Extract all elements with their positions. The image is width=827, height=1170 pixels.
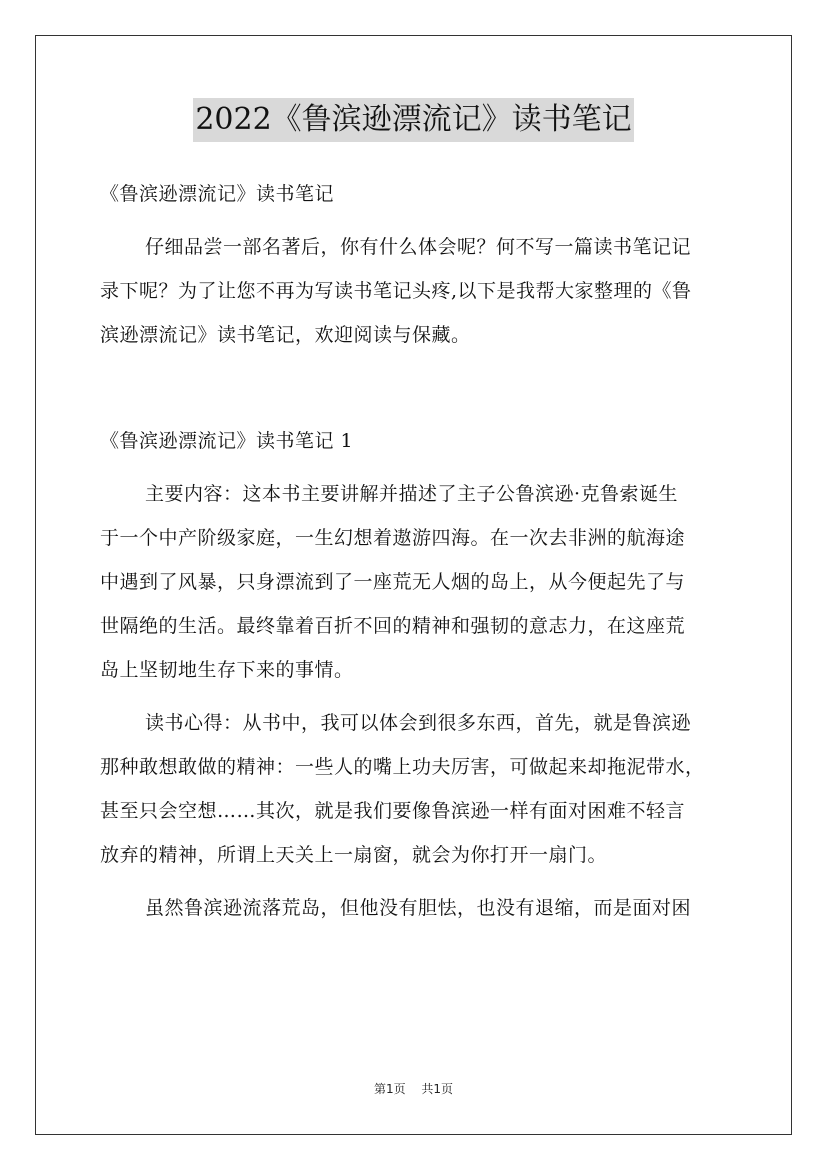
text-line: 那种敢想敢做的精神：一些人的嘴上功夫厉害，可做起来却拖泥带水， bbox=[100, 756, 705, 778]
intro-paragraph bbox=[100, 225, 730, 357]
text-line: 于一个中产阶级家庭，一生幻想着遨游四海。在一次去非洲的航海途 bbox=[100, 527, 686, 549]
title-wrap bbox=[0, 98, 827, 142]
page-footer bbox=[0, 1080, 827, 1097]
document-subtitle: 《鲁滨逊漂流记》读书笔记 bbox=[100, 183, 335, 205]
paragraph-main-content bbox=[100, 472, 730, 692]
page-number-current: 第1页 bbox=[373, 1082, 406, 1096]
text-line: 中遇到了风暴，只身漂流到了一座荒无人烟的岛上，从今便起先了与 bbox=[100, 571, 686, 593]
section-heading: 《鲁滨逊漂流记》读书笔记 1 bbox=[100, 430, 354, 452]
text-line: 甚至只会空想……其次，就是我们要像鲁滨逊一样有面对困难不轻言 bbox=[100, 800, 686, 822]
text-line: 读书心得：从书中，我可以体会到很多东西，首先，就是鲁滨逊 bbox=[145, 712, 692, 734]
text-line: 仔细品尝一部名著后，你有什么体会呢？何不写一篇读书笔记记 bbox=[145, 236, 692, 258]
text-line: 世隔绝的生活。最终靠着百折不回的精神和强韧的意志力，在这座荒 bbox=[100, 615, 686, 637]
document-body bbox=[100, 172, 730, 930]
text-line: 滨逊漂流记》读书笔记，欢迎阅读与保藏。 bbox=[100, 324, 471, 346]
text-line: 放弃的精神，所谓上天关上一扇窗，就会为你打开一扇门。 bbox=[100, 844, 608, 866]
text-line: 主要内容：这本书主要讲解并描述了主子公鲁滨逊·克鲁索诞生 bbox=[145, 483, 679, 505]
text-line: 录下呢？为了让您不再为写读书笔记头疼,以下是我帮大家整理的《鲁 bbox=[100, 280, 692, 302]
text-line: 虽然鲁滨逊流落荒岛，但他没有胆怯，也没有退缩，而是面对困 bbox=[145, 897, 692, 919]
document-title: 2022《鲁滨逊漂流记》读书笔记 bbox=[193, 98, 633, 142]
page-number-total: 共1页 bbox=[421, 1082, 454, 1096]
paragraph-continuation bbox=[100, 886, 730, 930]
text-line: 岛上坚韧地生存下来的事情。 bbox=[100, 659, 354, 681]
paragraph-reading-notes bbox=[100, 701, 730, 877]
